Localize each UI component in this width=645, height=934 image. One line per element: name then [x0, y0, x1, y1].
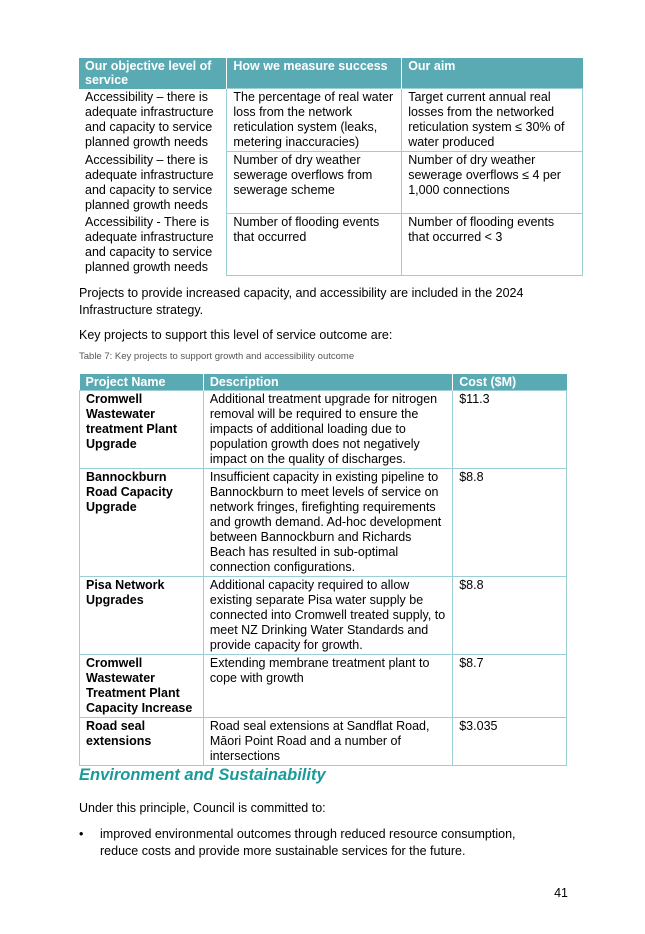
project-cost: $8.8: [453, 469, 567, 577]
table-cell: Number of flooding events that occurred < 3: [402, 214, 583, 276]
column-header: Cost ($M): [453, 374, 567, 391]
level-of-service-table: [79, 58, 583, 276]
section-heading: Environment and Sustainability: [79, 766, 326, 784]
project-description: Additional capacity required to allow existing separate Pisa water supply be connected into Cromwell treated supply, to meet NZ Drinking Water Standards and provide capacity for growth.: [203, 577, 452, 655]
table-row: [79, 89, 583, 152]
table-row: [80, 577, 567, 655]
project-name: Cromwell Wastewater treatment Plant Upgrade: [80, 391, 204, 469]
column-header: Our objective level of service: [79, 58, 227, 89]
table-cell: Accessibility - There is adequate infrastructure and capacity to service planned growth needs: [79, 214, 227, 276]
project-description: Road seal extensions at Sandflat Road, Māori Point Road and a number of intersections: [203, 718, 452, 766]
bullet-icon: •: [79, 827, 84, 841]
column-header: Project Name: [80, 374, 204, 391]
project-description: Insufficient capacity in existing pipeline to Bannockburn to meet levels of service on network fringes, firefighting requirements and growth demand. Ad-hoc development between Bannockburn and Richards Beach has resulted in sub-optimal connection configurations.: [203, 469, 452, 577]
project-description: Additional treatment upgrade for nitrogen removal will be required to ensure the impacts of additional loading due to population growth does not negatively impact on the quality of discharges.: [203, 391, 452, 469]
table-cell: Target current annual real losses from the networked reticulation system ≤ 30% of water produced: [402, 89, 583, 152]
project-name: Pisa Network Upgrades: [80, 577, 204, 655]
table-cell: Number of dry weather sewerage overflows from sewerage scheme: [227, 152, 402, 214]
table-row: [80, 469, 567, 577]
project-description: Extending membrane treatment plant to cope with growth: [203, 655, 452, 718]
table-cell: Accessibility – there is adequate infrastructure and capacity to service planned growth needs: [79, 89, 227, 152]
page-number: 41: [554, 886, 568, 900]
bullet-text: improved environmental outcomes through reduced resource consumption, reduce costs and provide more sustainable services for the future.: [100, 827, 516, 858]
column-header: Our aim: [402, 58, 583, 89]
table-cell: Accessibility – there is adequate infrastructure and capacity to service planned growth needs: [79, 152, 227, 214]
project-name: Cromwell Wastewater Treatment Plant Capacity Increase: [80, 655, 204, 718]
table-cell: Number of flooding events that occurred: [227, 214, 402, 276]
column-header: How we measure success: [227, 58, 402, 89]
project-cost: $8.8: [453, 577, 567, 655]
project-name: Road seal extensions: [80, 718, 204, 766]
table-row: [80, 391, 567, 469]
paragraph-principle-intro: Under this principle, Council is committed to:: [79, 801, 326, 815]
key-projects-table: [79, 374, 567, 766]
table-cell: Number of dry weather sewerage overflows ≤ 4 per 1,000 connections: [402, 152, 583, 214]
paragraph-infrastructure-strategy: Projects to provide increased capacity, and accessibility are included in the 2024 Infrastructure strategy.: [79, 286, 524, 317]
table-row: [80, 655, 567, 718]
table-header-row: [80, 374, 567, 391]
table-row: [79, 152, 583, 214]
table-cell: The percentage of real water loss from the network reticulation system (leaks, metering inaccuracies): [227, 89, 402, 152]
table-caption: Table 7: Key projects to support growth and accessibility outcome: [79, 351, 355, 362]
table-row: [79, 214, 583, 276]
table-header-row: [79, 58, 583, 89]
project-name: Bannockburn Road Capacity Upgrade: [80, 469, 204, 577]
paragraph-key-projects-intro: Key projects to support this level of service outcome are:: [79, 328, 393, 342]
column-header: Description: [203, 374, 452, 391]
table-row: [80, 718, 567, 766]
project-cost: $11.3: [453, 391, 567, 469]
project-cost: $8.7: [453, 655, 567, 718]
project-cost: $3.035: [453, 718, 567, 766]
